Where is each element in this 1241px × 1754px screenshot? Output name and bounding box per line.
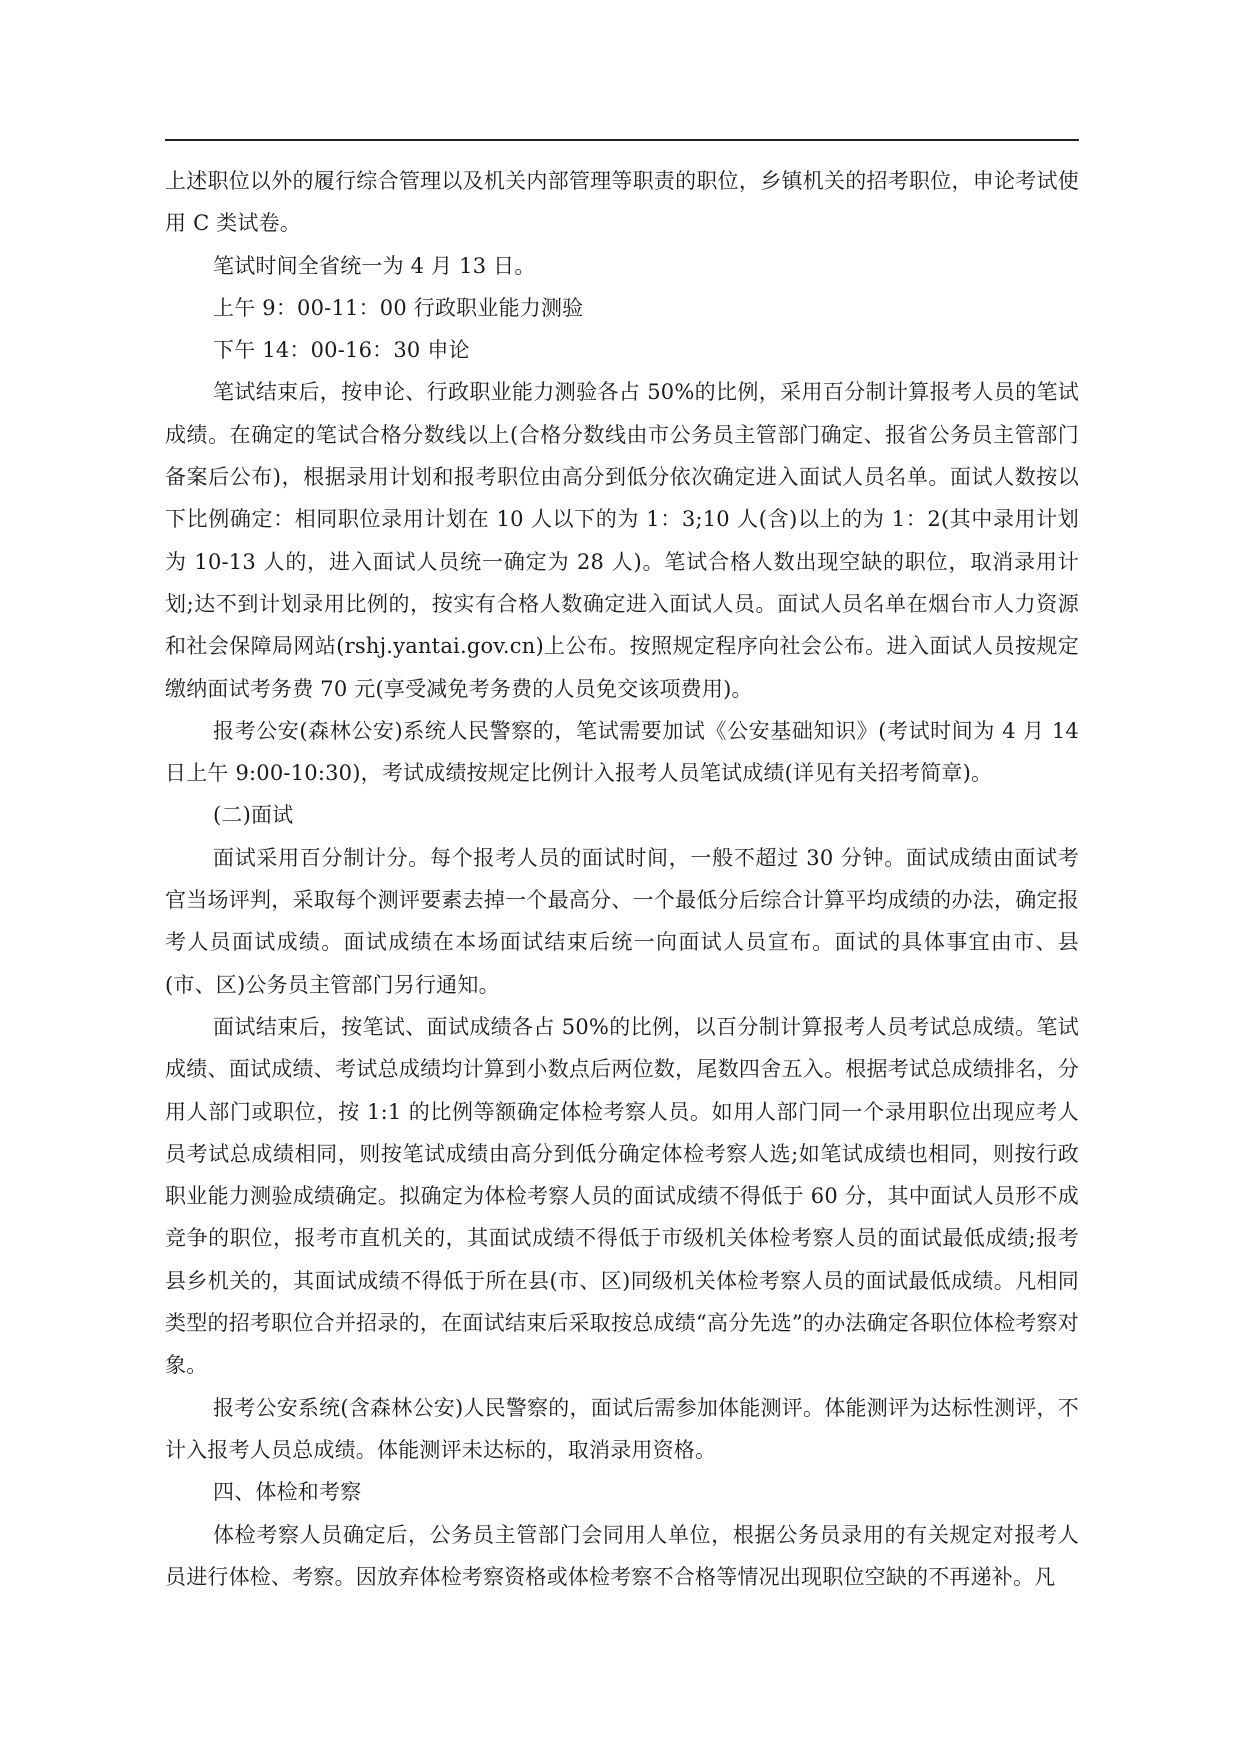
paragraph-exam-paper-type: 上述职位以外的履行综合管理以及机关内部管理等职责的职位，乡镇机关的招考职位，申论考试使用 C 类试卷。 [165,169,1079,236]
section-heading-physical-exam: 四、体检和考察 [213,1480,362,1505]
section-heading-interview: (二)面试 [213,803,294,828]
paragraph-exam-date: 笔试时间全省统一为 4 月 13 日。 [213,253,536,278]
paragraph-physical-exam: 体检考察人员确定后，公务员主管部门会同用人单位，根据公务员录用的有关规定对报考人员进行体检、考察。因放弃体检考察资格或体检考察不合格等情况出现职位空缺的不再递补。凡 [165,1522,1079,1589]
paragraph-total-score: 面试结束后，按笔试、面试成绩各占 50%的比例，以百分制计算报考人员考试总成绩。笔试成绩、面试成绩、考试总成绩均计算到小数点后两位数，尾数四舍五入。根据考试总成绩排名，分用人部门或职位，按 1:1 的比例等额确定体检考察人员。如用人部门同一个录用职位出现应考人员考试总成绩相同，则按笔试成绩由高分到低分确定体检考察人选;如笔试成绩也相同，则按行政职业能力测验成绩确定。拟确定为体检考察人员的面试成绩不得低于 60 分，其中面试人员形不成竞争的职位，报考市直机关的，其面试成绩不得低于市级机关体检考察人员的面试最低成绩;报考县乡机关的，其面试成绩不得低于所在县(市、区)同级机关体检考察人员的面试最低成绩。凡相同类型的招考职位合并招录的，在面试结束后采取按总成绩“高分先选”的办法确定各职位体检考察对象。 [165,1014,1079,1378]
paragraph-morning-session: 上午 9：00-11：00 行政职业能力测验 [213,295,584,320]
header-rule [165,139,1079,141]
document-body [165,160,1079,1598]
paragraph-afternoon-session: 下午 14：00-16：30 申论 [213,338,470,363]
paragraph-written-score: 笔试结束后，按申论、行政职业能力测验各占 50%的比例，采用百分制计算报考人员的笔试成绩。在确定的笔试合格分数线以上(合格分数线由市公务员主管部门确定、报省公务员主管部门备案后公布)，根据录用计划和报考职位由高分到低分依次确定进入面试人员名单。面试人数按以下比例确定：相同职位录用计划在 10 人以下的为 1：3;10 人(含)以上的为 1：2(其中录用计划为 10-13 人的，进入面试人员统一确定为 28 人)。笔试合格人数出现空缺的职位，取消录用计划;达不到计划录用比例的，按实有合格人数确定进入面试人员。面试人员名单在烟台市人力资源和社会保障局网站(rshj.yantai.gov.cn)上公布。按照规定程序向社会公布。进入面试人员按规定缴纳面试考务费 70 元(享受减免考务费的人员免交该项费用)。 [165,380,1079,701]
paragraph-physical-test: 报考公安系统(含森林公安)人民警察的，面试后需参加体能测评。体能测评为达标性测评，不计入报考人员总成绩。体能测评未达标的，取消录用资格。 [165,1395,1079,1462]
paragraph-interview-scoring: 面试采用百分制计分。每个报考人员的面试时间，一般不超过 30 分钟。面试成绩由面试考官当场评判，采取每个测评要素去掉一个最高分、一个最低分后综合计算平均成绩的办法，确定报考人员面试成绩。面试成绩在本场面试结束后统一向面试人员宣布。面试的具体事宜由市、县(市、区)公务员主管部门另行通知。 [165,845,1079,997]
paragraph-police-extra-exam: 报考公安(森林公安)系统人民警察的，笔试需要加试《公安基础知识》(考试时间为 4 月 14 日上午 9:00-10:30)，考试成绩按规定比例计入报考人员笔试成绩(详见有关招考简章)。 [165,718,1079,786]
